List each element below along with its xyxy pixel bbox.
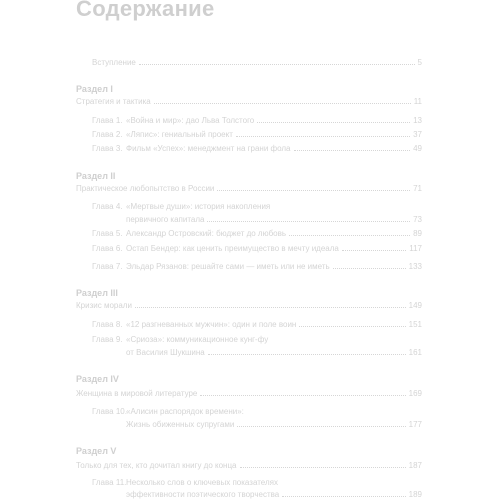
toc-entry-chapter[interactable] [126, 130, 422, 139]
dot-leader [208, 354, 406, 355]
entry-page: 73 [413, 215, 422, 224]
entry-text: «Сриоза»: коммуникационное кунг-фу [126, 335, 269, 344]
entry-page: 11 [413, 97, 422, 106]
section-title-entry[interactable] [76, 301, 422, 310]
section-title: Женщина в мировой литературе [76, 389, 198, 398]
toc-entry-chapter[interactable] [126, 348, 422, 357]
section-title: Стратегия и тактика [76, 97, 151, 106]
section-title: Практическое любопытство в России [76, 184, 215, 193]
section-title: Только для тех, кто дочитал книгу до конца [76, 461, 237, 470]
toc-entry-chapter[interactable] [126, 215, 422, 224]
entry-page: 151 [408, 320, 422, 329]
dot-leader [333, 268, 406, 269]
chapter-number: Глава 10. [92, 407, 127, 416]
dot-leader [154, 103, 411, 104]
dot-leader [236, 136, 410, 137]
dot-leader [217, 190, 410, 191]
entry-text: Эльдар Рязанов: решайте сами — иметь или не иметь [126, 262, 330, 271]
toc-entry-chapter[interactable] [126, 229, 422, 238]
entry-page: 13 [413, 116, 422, 125]
entry-page: 117 [409, 244, 422, 253]
entry-text: «12 разгневанных мужчин»: один и поле воин [126, 320, 297, 329]
toc-entry-chapter[interactable] [126, 244, 422, 253]
section-label: Раздел II [76, 171, 116, 181]
entry-text: Вступление [92, 58, 136, 67]
entry-page: 49 [413, 144, 422, 153]
dot-leader [282, 496, 405, 497]
dot-leader [294, 150, 411, 151]
dot-leader [299, 326, 405, 327]
dot-leader [135, 307, 406, 308]
entry-page: 169 [408, 389, 422, 398]
chapter-number: Глава 1. [92, 116, 123, 125]
dot-leader [257, 122, 410, 123]
dot-leader [200, 395, 405, 396]
chapter-number: Глава 6. [92, 244, 123, 253]
dot-leader [240, 467, 406, 468]
chapter-number: Глава 5. [92, 229, 123, 238]
entry-page: 161 [408, 348, 422, 357]
entry-page: 149 [408, 301, 422, 310]
toc-entry-chapter[interactable] [126, 262, 422, 271]
section-title-entry[interactable] [76, 184, 422, 193]
section-label: Раздел I [76, 84, 113, 94]
entry-text: «Алисин распорядок времени»: [126, 407, 244, 416]
entry-page: 177 [408, 420, 422, 429]
section-label: Раздел IV [76, 374, 119, 384]
toc-entry-intro[interactable] [92, 58, 422, 67]
entry-text: Фильм «Успех»: менеджмент на грани фола [126, 144, 291, 153]
dot-leader [342, 250, 406, 251]
entry-text: первичного капитала [126, 215, 205, 224]
section-label: Раздел V [76, 446, 117, 456]
section-title: Кризис морали [76, 301, 132, 310]
toc-entry-chapter[interactable] [126, 490, 422, 499]
entry-text: от Василия Шукшина [126, 348, 205, 357]
entry-page: 89 [413, 229, 422, 238]
chapter-number: Глава 7. [92, 262, 123, 271]
entry-text: Жизнь обиженных супругами [126, 420, 235, 429]
entry-text: Несколько слов о ключевых показателях [126, 478, 278, 487]
entry-page: 189 [408, 490, 422, 499]
entry-text: эффективности поэтического творчества [126, 490, 280, 499]
toc-entry-chapter[interactable] [126, 144, 422, 153]
dot-leader [139, 64, 415, 65]
section-title-entry[interactable] [76, 461, 422, 470]
toc-entry-chapter[interactable] [126, 320, 422, 329]
dot-leader [289, 235, 410, 236]
section-title-entry[interactable] [76, 97, 422, 106]
entry-text: «Ляпис»: гениальный проект [126, 130, 233, 139]
chapter-number: Глава 9. [92, 335, 123, 344]
toc-entry-chapter[interactable] [126, 116, 422, 125]
dot-leader [207, 221, 410, 222]
chapter-number: Глава 11. [92, 478, 127, 487]
chapter-number: Глава 4. [92, 202, 123, 211]
chapter-number: Глава 3. [92, 144, 123, 153]
entry-page: 5 [417, 58, 422, 67]
entry-page: 133 [408, 262, 422, 271]
toc-entry-chapter[interactable] [126, 420, 422, 429]
page-title: Содержание [76, 0, 215, 21]
entry-text: Остап Бендер: как ценить преимущество в мечту идеала [126, 244, 339, 253]
section-title-entry[interactable] [76, 389, 422, 398]
section-label: Раздел III [76, 288, 118, 298]
chapter-number: Глава 2. [92, 130, 123, 139]
entry-page: 187 [408, 461, 422, 470]
entry-page: 71 [413, 184, 422, 193]
entry-text: Александр Островский: бюджет до любовь [126, 229, 287, 238]
chapter-number: Глава 8. [92, 320, 123, 329]
dot-leader [237, 426, 405, 427]
entry-page: 37 [413, 130, 422, 139]
entry-text: «Война и мир»: дао Льва Толстого [126, 116, 255, 125]
entry-text: «Мертвые души»: история накопления [126, 202, 271, 211]
